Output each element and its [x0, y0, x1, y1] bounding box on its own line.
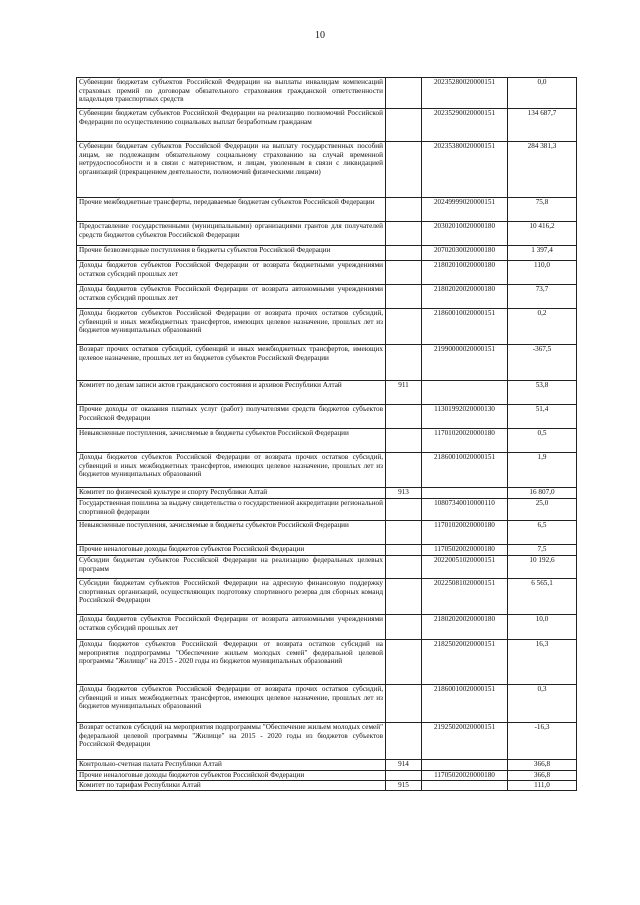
- row-amount: 7,5: [508, 545, 577, 556]
- table-row: [77, 771, 577, 781]
- row-admin-code: 911: [386, 381, 422, 405]
- row-amount: 0,2: [508, 309, 577, 345]
- table-row: [77, 579, 577, 615]
- row-budget-code: 20235380020000151: [422, 142, 508, 198]
- row-amount: 1 397,4: [508, 246, 577, 261]
- row-amount: 284 381,3: [508, 142, 577, 198]
- row-budget-code: 11301992020000130: [422, 405, 508, 429]
- row-admin-code: 914: [386, 760, 422, 771]
- row-amount: 6 565,1: [508, 579, 577, 615]
- row-admin-code: [386, 78, 422, 109]
- row-budget-code: 20220051020000151: [422, 556, 508, 579]
- table-row: [77, 615, 577, 640]
- row-description: Субвенции бюджетам субъектов Российской Федерации на реализацию полномочий Российской Федерации по осуществлению социальных выплат безработным гражданам: [77, 109, 386, 142]
- row-amount: 10,0: [508, 615, 577, 640]
- table-row: [77, 521, 577, 545]
- row-admin-code: [386, 309, 422, 345]
- row-amount: 16 807,0: [508, 488, 577, 499]
- table-row: [77, 499, 577, 521]
- table-row: [77, 685, 577, 723]
- row-description: Доходы бюджетов субъектов Российской Федерации от возврата автономными учреждениями остатков субсидий прошлых лет: [77, 285, 386, 309]
- row-amount: 10 192,6: [508, 556, 577, 579]
- row-budget-code: 20235280020000151: [422, 78, 508, 109]
- row-amount: 134 687,7: [508, 109, 577, 142]
- row-amount: 73,7: [508, 285, 577, 309]
- row-budget-code: 11705020020000180: [422, 545, 508, 556]
- row-amount: 6,5: [508, 521, 577, 545]
- row-description: Прочие безвозмездные поступления в бюджеты субъектов Российской Федерации: [77, 246, 386, 261]
- row-description: Предоставление государственными (муниципальными) организациями грантов для получателей средств бюджетов субъектов Российской Федерации: [77, 222, 386, 246]
- row-amount: 0,3: [508, 685, 577, 723]
- row-admin-code: [386, 222, 422, 246]
- row-admin-code: [386, 198, 422, 222]
- revenue-table: [76, 77, 577, 791]
- table-row: [77, 222, 577, 246]
- row-description: Доходы бюджетов субъектов Российской Федерации от возврата прочих остатков субсидий, субвенций и иных межбюджетных трансфертов, имеющих целевое назначение, прошлых лет из бюджетов муниципальных образований: [77, 453, 386, 488]
- row-description: Прочие доходы от оказания платных услуг (работ) получателями средств бюджетов субъектов Российской Федерации: [77, 405, 386, 429]
- table-row: [77, 78, 577, 109]
- row-budget-code: 20249999020000151: [422, 198, 508, 222]
- row-description: Комитет по тарифам Республики Алтай: [77, 781, 386, 791]
- table-row: [77, 381, 577, 405]
- row-amount: -367,5: [508, 345, 577, 381]
- row-description: Прочие неналоговые доходы бюджетов субъектов Российской Федерации: [77, 771, 386, 781]
- row-description: Субсидии бюджетам субъектов Российской Федерации на реализацию федеральных целевых программ: [77, 556, 386, 579]
- row-budget-code: 11705020020000180: [422, 771, 508, 781]
- row-amount: 75,8: [508, 198, 577, 222]
- row-description: Доходы бюджетов субъектов Российской Федерации от возврата бюджетными учреждениями остатков субсидий прошлых лет: [77, 261, 386, 285]
- row-budget-code: 21990000020000151: [422, 345, 508, 381]
- row-budget-code: [422, 381, 508, 405]
- row-admin-code: [386, 723, 422, 760]
- row-description: Прочие межбюджетные трансферты, передаваемые бюджетам субъектов Российской Федерации: [77, 198, 386, 222]
- table-row: [77, 453, 577, 488]
- row-description: Невыясненные поступления, зачисляемые в бюджеты субъектов Российской Федерации: [77, 521, 386, 545]
- row-budget-code: 21860010020000151: [422, 453, 508, 488]
- row-admin-code: [386, 109, 422, 142]
- row-amount: 366,8: [508, 760, 577, 771]
- row-admin-code: [386, 556, 422, 579]
- row-description: Субвенции бюджетам субъектов Российской Федерации на выплату государственных пособий лицам, не подлежащим обязательному социальному страхованию на случай временной нетрудоспособности и в связи с материнством, и лицам, уволенным в связи с ликвидацией организаций (прекращением деятельности, полномочий физическими лицами): [77, 142, 386, 198]
- row-admin-code: 913: [386, 488, 422, 499]
- row-admin-code: [386, 579, 422, 615]
- row-amount: 110,0: [508, 261, 577, 285]
- revenue-table-body: [77, 78, 577, 791]
- row-description: Доходы бюджетов субъектов Российской Федерации от возврата прочих остатков субсидий, субвенций и иных межбюджетных трансфертов, имеющих целевое назначение, прошлых лет из бюджетов муниципальных образований: [77, 309, 386, 345]
- row-amount: 111,0: [508, 781, 577, 791]
- table-row: [77, 142, 577, 198]
- row-amount: -16,3: [508, 723, 577, 760]
- row-amount: 0,0: [508, 78, 577, 109]
- row-budget-code: 10807340010000110: [422, 499, 508, 521]
- row-budget-code: [422, 488, 508, 499]
- row-budget-code: 21825020020000151: [422, 640, 508, 685]
- row-budget-code: 20302010020000180: [422, 222, 508, 246]
- table-row: [77, 109, 577, 142]
- row-description: Возврат прочих остатков субсидий, субвенций и иных межбюджетных трансфертов, имеющих целевое назначение, прошлых лет из бюджетов субъектов Российской Федерации: [77, 345, 386, 381]
- table-row: [77, 261, 577, 285]
- row-budget-code: 20225081020000151: [422, 579, 508, 615]
- row-budget-code: 20235290020000151: [422, 109, 508, 142]
- table-row: [77, 760, 577, 771]
- table-row: [77, 405, 577, 429]
- row-admin-code: [386, 521, 422, 545]
- table-row: [77, 285, 577, 309]
- row-admin-code: [386, 345, 422, 381]
- table-row: [77, 640, 577, 685]
- row-description: Комитет по делам записи актов гражданского состояния и архивов Республики Алтай: [77, 381, 386, 405]
- row-admin-code: [386, 640, 422, 685]
- row-budget-code: 20702030020000180: [422, 246, 508, 261]
- row-admin-code: [386, 771, 422, 781]
- row-admin-code: [386, 615, 422, 640]
- row-budget-code: [422, 781, 508, 791]
- table-row: [77, 488, 577, 499]
- row-amount: 16,3: [508, 640, 577, 685]
- row-amount: 53,8: [508, 381, 577, 405]
- row-admin-code: [386, 499, 422, 521]
- table-row: [77, 429, 577, 453]
- row-admin-code: [386, 545, 422, 556]
- row-description: Субсидии бюджетам субъектов Российской Федерации на адресную финансовую поддержку спортивных организаций, осуществляющих подготовку спортивного резерва для сборных команд Российской Федерации: [77, 579, 386, 615]
- row-description: Доходы бюджетов субъектов Российской Федерации от возврата прочих остатков субсидий, субвенций и иных межбюджетных трансфертов, имеющих целевое назначение, прошлых лет из бюджетов муниципальных образований: [77, 685, 386, 723]
- row-admin-code: [386, 453, 422, 488]
- row-admin-code: [386, 285, 422, 309]
- row-description: Возврат остатков субсидий на мероприятия подпрограммы "Обеспечение жильем молодых семей" федеральной целевой программы "Жилище" на 2015 - 2020 годы из бюджетов субъектов Российской Федерации: [77, 723, 386, 760]
- row-description: Субвенции бюджетам субъектов Российской Федерации на выплаты инвалидам компенсаций страховых премий по договорам обязательного страхования гражданской ответственности владельцев транспортных средств: [77, 78, 386, 109]
- row-description: Государственная пошлина за выдачу свидетельства о государственной аккредитации региональной спортивной федерации: [77, 499, 386, 521]
- row-amount: 25,0: [508, 499, 577, 521]
- table-row: [77, 723, 577, 760]
- table-row: [77, 309, 577, 345]
- row-admin-code: [386, 261, 422, 285]
- row-admin-code: [386, 142, 422, 198]
- row-description: Доходы бюджетов субъектов Российской Федерации от возврата автономными учреждениями остатков субсидий прошлых лет: [77, 615, 386, 640]
- row-amount: 1,9: [508, 453, 577, 488]
- table-row: [77, 345, 577, 381]
- page-number: 10: [315, 30, 325, 41]
- table-row: [77, 198, 577, 222]
- row-description: Контрольно-счетная палата Республики Алтай: [77, 760, 386, 771]
- row-budget-code: 21860010020000151: [422, 685, 508, 723]
- row-budget-code: 21802010020000180: [422, 261, 508, 285]
- row-admin-code: [386, 405, 422, 429]
- row-description: Невыясненные поступления, зачисляемые в бюджеты субъектов Российской Федерации: [77, 429, 386, 453]
- row-amount: 0,5: [508, 429, 577, 453]
- row-description: Доходы бюджетов субъектов Российской Федерации от возврата остатков субсидий на мероприятия подпрограммы "Обеспечение жильем молодых семей" федеральной целевой программы "Жилище" на 2015 - 2020 годы из бюджетов муниципальных образований: [77, 640, 386, 685]
- row-budget-code: 21802020020000180: [422, 285, 508, 309]
- table-row: [77, 781, 577, 791]
- row-admin-code: [386, 429, 422, 453]
- row-budget-code: [422, 760, 508, 771]
- table-row: [77, 545, 577, 556]
- row-admin-code: [386, 685, 422, 723]
- row-admin-code: 915: [386, 781, 422, 791]
- row-budget-code: 21860010020000151: [422, 309, 508, 345]
- row-budget-code: 21925020020000151: [422, 723, 508, 760]
- row-budget-code: 21802020020000180: [422, 615, 508, 640]
- table-row: [77, 556, 577, 579]
- row-budget-code: 11701020020000180: [422, 521, 508, 545]
- row-amount: 366,8: [508, 771, 577, 781]
- row-amount: 10 416,2: [508, 222, 577, 246]
- row-description: Комитет по физической культуре и спорту Республики Алтай: [77, 488, 386, 499]
- row-amount: 51,4: [508, 405, 577, 429]
- row-admin-code: [386, 246, 422, 261]
- row-description: Прочие неналоговые доходы бюджетов субъектов Российской Федерации: [77, 545, 386, 556]
- row-budget-code: 11701020020000180: [422, 429, 508, 453]
- table-row: [77, 246, 577, 261]
